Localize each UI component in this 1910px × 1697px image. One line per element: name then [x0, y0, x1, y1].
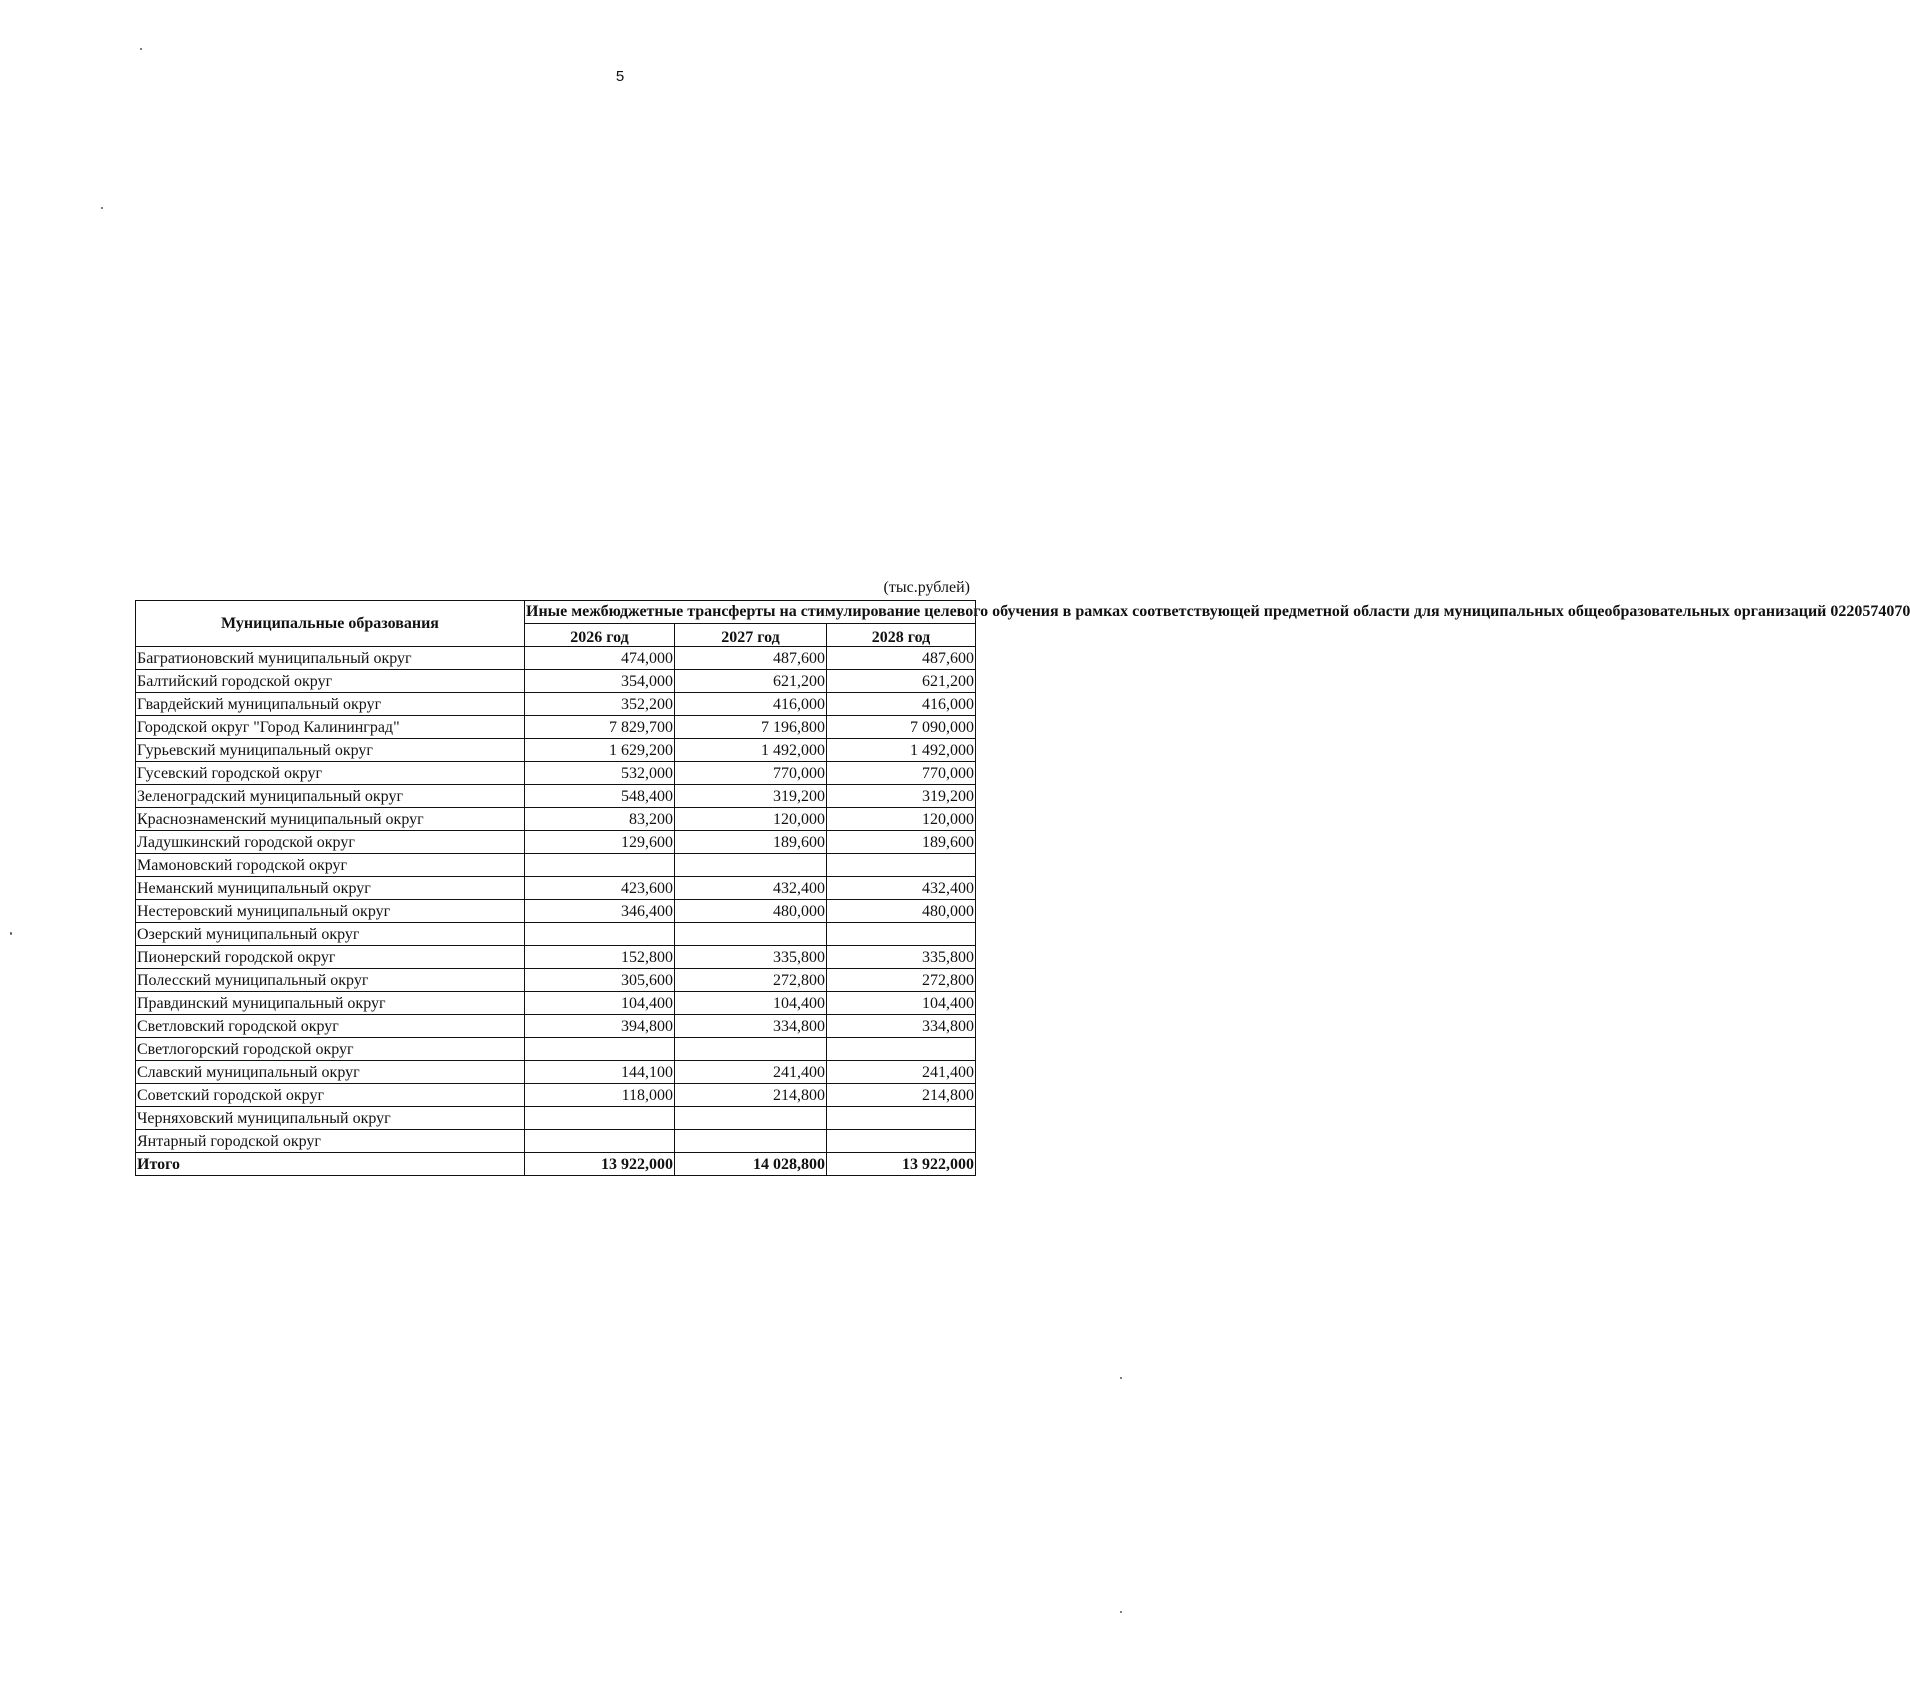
municipality-name: Советский городской округ: [136, 1084, 525, 1107]
value-2027: 241,400: [675, 1061, 827, 1084]
table-row: [136, 762, 976, 785]
page-number: 5: [615, 68, 625, 85]
value-2026: 104,400: [525, 992, 675, 1015]
municipality-name: Полесский муниципальный округ: [136, 969, 525, 992]
value-2026: [525, 854, 675, 877]
value-2027: 189,600: [675, 831, 827, 854]
value-2028: 104,400: [827, 992, 976, 1015]
value-2028: 432,400: [827, 877, 976, 900]
municipality-name: Гусевский городской округ: [136, 762, 525, 785]
table-row: [136, 969, 976, 992]
table-row: [136, 992, 976, 1015]
table-row: [136, 900, 976, 923]
value-2028: 416,000: [827, 693, 976, 716]
table-row: [136, 854, 976, 877]
value-2026: 305,600: [525, 969, 675, 992]
value-2028: 621,200: [827, 670, 976, 693]
value-2027: [675, 1130, 827, 1153]
value-2027: 272,800: [675, 969, 827, 992]
scan-speck: [10, 932, 12, 935]
municipality-name: Пионерский городской округ: [136, 946, 525, 969]
value-2026: 548,400: [525, 785, 675, 808]
value-2027: 120,000: [675, 808, 827, 831]
table-row: [136, 1130, 976, 1153]
value-2028: 7 090,000: [827, 716, 976, 739]
municipality-name: Гвардейский муниципальный округ: [136, 693, 525, 716]
table-row: [136, 1084, 976, 1107]
value-2026: 354,000: [525, 670, 675, 693]
value-2028: 272,800: [827, 969, 976, 992]
value-2027: 487,600: [675, 647, 827, 670]
total-row: [136, 1153, 976, 1176]
value-2028: 120,000: [827, 808, 976, 831]
value-2028: 487,600: [827, 647, 976, 670]
value-2028: 241,400: [827, 1061, 976, 1084]
value-2027: 214,800: [675, 1084, 827, 1107]
municipality-name: Озерский муниципальный округ: [136, 923, 525, 946]
value-2027: 1 492,000: [675, 739, 827, 762]
table-row: [136, 785, 976, 808]
municipality-name: Правдинский муниципальный округ: [136, 992, 525, 1015]
table-header: [136, 601, 1910, 647]
table-row: [136, 808, 976, 831]
table-row: [136, 647, 976, 670]
scan-speck: [1120, 1611, 1122, 1613]
value-2027: 335,800: [675, 946, 827, 969]
value-2028: [827, 923, 976, 946]
value-2027: 7 196,800: [675, 716, 827, 739]
value-2027: [675, 923, 827, 946]
municipality-name: Зеленоградский муниципальный округ: [136, 785, 525, 808]
value-2026: 423,600: [525, 877, 675, 900]
value-2028: [827, 1107, 976, 1130]
municipalities-column-header: Муниципальные образования: [136, 601, 525, 647]
municipality-name: Янтарный городской округ: [136, 1130, 525, 1153]
municipality-name: Гурьевский муниципальный округ: [136, 739, 525, 762]
value-2026: 118,000: [525, 1084, 675, 1107]
table-row: [136, 1107, 976, 1130]
value-2026: 474,000: [525, 647, 675, 670]
value-2026: 152,800: [525, 946, 675, 969]
value-2027: 621,200: [675, 670, 827, 693]
value-2027: [675, 1038, 827, 1061]
municipality-name: Балтийский городской округ: [136, 670, 525, 693]
value-2026: 532,000: [525, 762, 675, 785]
value-2026: [525, 1107, 675, 1130]
value-2028: [827, 1130, 976, 1153]
total-2026: 13 922,000: [525, 1153, 675, 1176]
value-2026: 83,200: [525, 808, 675, 831]
table-row: [136, 716, 976, 739]
municipality-name: Славский муниципальный округ: [136, 1061, 525, 1084]
municipality-name: Багратионовский муниципальный округ: [136, 647, 525, 670]
table-row: [136, 693, 976, 716]
table-row: [136, 877, 976, 900]
value-2026: 352,200: [525, 693, 675, 716]
year-2026-header: 2026 год: [525, 624, 675, 647]
value-2026: [525, 1130, 675, 1153]
value-2027: 319,200: [675, 785, 827, 808]
table-row: [136, 1015, 976, 1038]
units-label: (тыс.рублей): [883, 579, 970, 596]
value-2027: 432,400: [675, 877, 827, 900]
table-row: [136, 831, 976, 854]
transfers-column-header: Иные межбюджетные трансферты на стимулирование целевого обучения в рамках соответствующей предметной области для муниципальных общеобразовательных организаций 0220574070: [525, 601, 976, 624]
table-row: [136, 946, 976, 969]
municipality-name: Черняховский муниципальный округ: [136, 1107, 525, 1130]
table-row: [136, 923, 976, 946]
municipality-name: Светловский городской округ: [136, 1015, 525, 1038]
value-2026: 129,600: [525, 831, 675, 854]
table-row: [136, 1038, 976, 1061]
value-2028: 335,800: [827, 946, 976, 969]
value-2026: 346,400: [525, 900, 675, 923]
table-row: [136, 739, 976, 762]
value-2026: 1 629,200: [525, 739, 675, 762]
value-2027: 104,400: [675, 992, 827, 1015]
table-row: [136, 1061, 976, 1084]
transfers-table: [135, 600, 1910, 1176]
value-2026: [525, 923, 675, 946]
value-2028: 214,800: [827, 1084, 976, 1107]
value-2027: 416,000: [675, 693, 827, 716]
value-2026: [525, 1038, 675, 1061]
year-2028-header: 2028 год: [827, 624, 976, 647]
value-2028: 1 492,000: [827, 739, 976, 762]
value-2028: 770,000: [827, 762, 976, 785]
value-2027: 770,000: [675, 762, 827, 785]
year-2027-header: 2027 год: [675, 624, 827, 647]
value-2028: [827, 854, 976, 877]
value-2027: [675, 1107, 827, 1130]
municipality-name: Краснознаменский муниципальный округ: [136, 808, 525, 831]
value-2027: 334,800: [675, 1015, 827, 1038]
value-2026: 144,100: [525, 1061, 675, 1084]
scan-speck: [101, 207, 103, 209]
scan-speck: [140, 48, 142, 50]
municipality-name: Неманский муниципальный округ: [136, 877, 525, 900]
value-2028: 480,000: [827, 900, 976, 923]
value-2028: 319,200: [827, 785, 976, 808]
value-2028: 334,800: [827, 1015, 976, 1038]
value-2028: [827, 1038, 976, 1061]
municipality-name: Ладушкинский городской округ: [136, 831, 525, 854]
value-2028: 189,600: [827, 831, 976, 854]
value-2027: [675, 854, 827, 877]
table-row: [136, 670, 976, 693]
table-body: [136, 647, 976, 1153]
scan-speck: [1120, 1377, 1122, 1379]
value-2026: 7 829,700: [525, 716, 675, 739]
municipality-name: Мамоновский городской округ: [136, 854, 525, 877]
total-2027: 14 028,800: [675, 1153, 827, 1176]
municipality-name: Городской округ "Город Калининград": [136, 716, 525, 739]
municipality-name: Нестеровский муниципальный округ: [136, 900, 525, 923]
value-2026: 394,800: [525, 1015, 675, 1038]
municipality-name: Светлогорский городской округ: [136, 1038, 525, 1061]
value-2027: 480,000: [675, 900, 827, 923]
total-2028: 13 922,000: [827, 1153, 976, 1176]
total-label: Итого: [136, 1153, 525, 1176]
